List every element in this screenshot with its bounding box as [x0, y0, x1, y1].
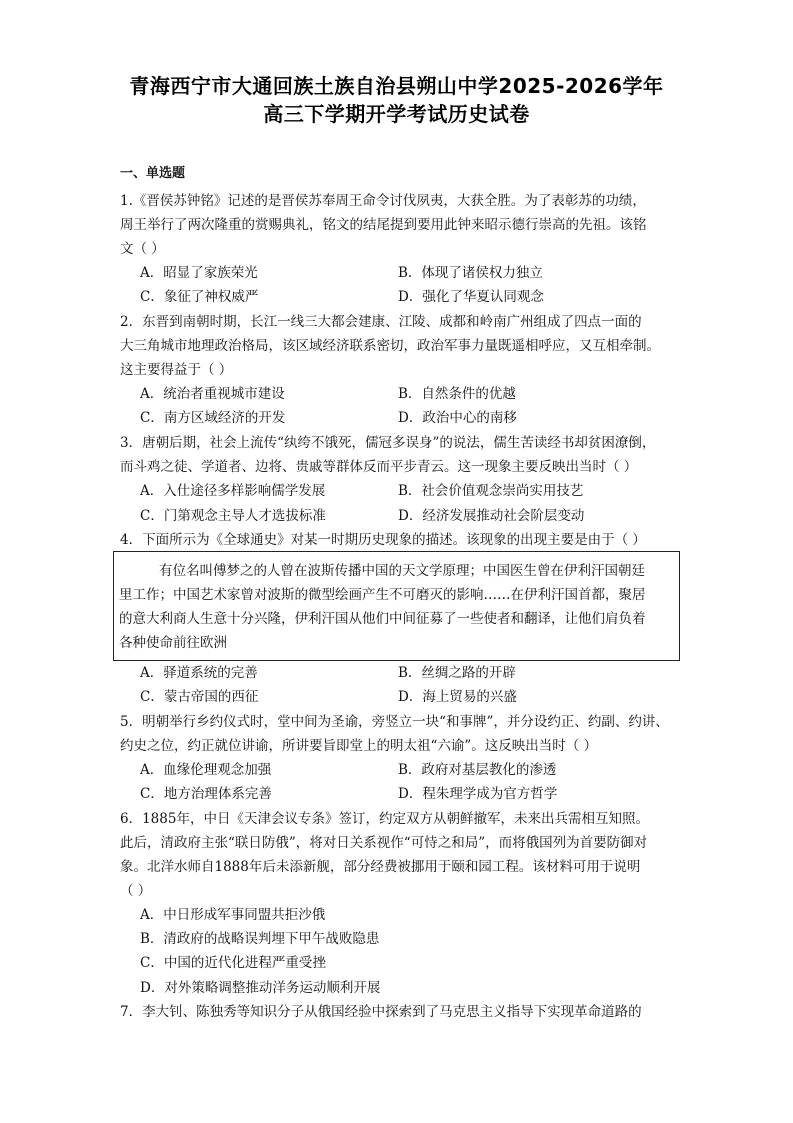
question-text: 象。北洋水师自1888年后未添新舰，部分经费被挪用于颐和园工程。该材料可用于说明	[120, 859, 641, 875]
option-c: C．地方治理体系完善	[140, 786, 272, 802]
option-b: B．政府对基层教化的渗透	[398, 762, 557, 778]
exam-title-line2: 高三下学期开学考试历史试卷	[263, 102, 530, 126]
option-d: D．对外策略调整推动洋务运动顺利开展	[140, 980, 381, 996]
option-b: B．自然条件的优越	[398, 386, 516, 402]
option-c: C．象征了神权威严	[140, 289, 259, 305]
question-text: 3．唐朝后期，社会上流传“纨绔不饿死，儒冠多误身”的说法，儒生苦读经书却贫困潦倒，	[120, 435, 656, 451]
question-text: 约史之位，约正就位讲谕，所讲要旨即堂上的明太祖“六谕”。这反映出当时（ ）	[120, 738, 598, 754]
question-text: 7．李大钊、陈独秀等知识分子从俄国经验中探索到了马克思主义指导下实现革命道路的	[120, 1004, 642, 1020]
question-text: （ ）	[120, 883, 152, 899]
option-d: D．政治中心的南移	[398, 410, 517, 426]
question-text: 这主要得益于（ ）	[120, 362, 233, 378]
option-c: C．中国的近代化进程严重受挫	[140, 955, 326, 971]
question-text: 文（ ）	[120, 241, 165, 257]
section-heading: 一、单选题	[120, 166, 186, 181]
quote-line: 各种使命前往欧洲	[119, 635, 227, 651]
question-text: 5．明朝举行乡约仪式时，堂中间为圣谕，旁竖立一块“和事牌”，并分设约正、约副、约讲、	[120, 714, 669, 730]
option-a: A．驿道系统的完善	[140, 665, 258, 681]
option-a: A．昭显了家族荣光	[140, 265, 258, 281]
quote-line: 的意大利商人生意十分兴隆，伊利汗国从他们中间征募了一些使者和翻译，让他们肩负着	[119, 611, 646, 627]
exam-title-line1: 青海西宁市大通回族土族自治县朔山中学2025-2026学年	[129, 74, 664, 98]
quote-line: 里工作；中国艺术家曾对波斯的微型绘画产生不可磨灭的影响……在伊利汗国首都，聚居	[119, 587, 646, 603]
option-b: B．社会价值观念崇尚实用技艺	[398, 483, 584, 499]
option-b: B．丝绸之路的开辟	[398, 665, 516, 681]
option-a: A．入仕途径多样影响儒学发展	[140, 483, 326, 499]
question-text: 此后，清政府主张“联日防俄”，将对日关系视作“可恃之和局”，而将俄国列为首要防御对	[120, 835, 648, 851]
question-text: 1.《晋侯苏钟铭》记述的是晋侯苏奉周王命令讨伐夙夷，大获全胜。为了表彰苏的功绩，	[120, 193, 646, 209]
quote-box	[113, 551, 680, 661]
question-text: 而斗鸡之徒、学道者、边将、贵戚等群体反而平步青云。这一现象主要反映出当时（ ）	[120, 459, 638, 475]
option-d: D．程朱理学成为官方哲学	[398, 786, 558, 802]
option-d: D．经济发展推动社会阶层变动	[398, 508, 585, 524]
option-a: A．血缘伦理观念加强	[140, 762, 272, 778]
option-d: D．海上贸易的兴盛	[398, 689, 517, 705]
option-c: C．南方区域经济的开发	[140, 410, 286, 426]
question-text: 6．1885年，中日《天津会议专条》签订，约定双方从朝鲜撤军，未来出兵需相互知照。	[120, 811, 649, 827]
question-text: 4．下面所示为《全球通史》对某一时期历史现象的描述。该现象的出现主要是由于（ ）	[120, 532, 646, 548]
option-c: C．蒙古帝国的西征	[140, 689, 259, 705]
question-text: 周王举行了两次隆重的赏赐典礼，铭文的结尾提到要用此钟来昭示德行崇高的先祖。该铭	[120, 217, 647, 233]
quote-line: 有位名叫傅梦之的人曾在波斯传播中国的天文学原理；中国医生曾在伊利汗国朝廷	[159, 563, 645, 579]
option-c: C．门第观念主导人才选拔标准	[140, 508, 326, 524]
option-b: B．体现了诸侯权力独立	[398, 265, 543, 281]
option-b: B．清政府的战略误判埋下甲午战败隐患	[140, 931, 380, 947]
option-a: A．统治者重视城市建设	[140, 386, 285, 402]
question-text: 2．东晋到南朝时期，长江一线三大都会建康、江陵、成都和岭南广州组成了四点一面的	[120, 314, 642, 330]
option-a: A．中日形成军事同盟共拒沙俄	[140, 907, 326, 923]
question-text: 大三角城市地理政治格局，该区域经济联系密切，政治军事力量既遥相呼应，又互相牵制。	[120, 338, 660, 354]
option-d: D．强化了华夏认同观念	[398, 289, 544, 305]
